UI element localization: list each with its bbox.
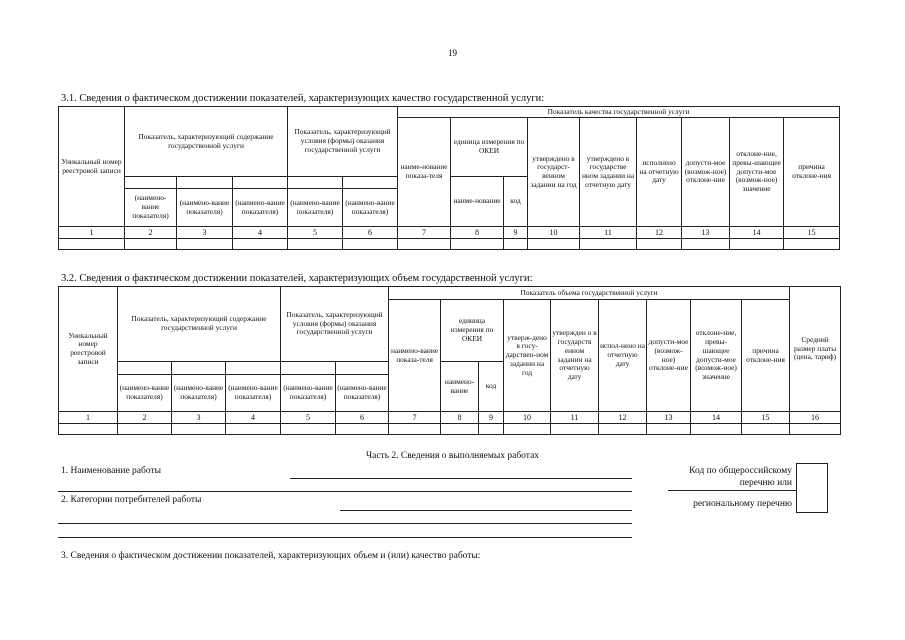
col-deviation-reason: причина отклоне-ния [742,300,790,412]
work-name-field[interactable] [290,478,632,479]
part-2-title: Часть 2. Сведения о выполняемых работах [365,451,540,461]
col-unit-code: код [479,362,504,412]
col-content-group: Показатель, характеризующий содержание государственной услуги [125,107,288,177]
col-approved-year: утверждено в государст-венном задании на год [528,118,580,227]
sub-indicator-name: (наимено-вание показателя) [281,375,336,412]
sub-indicator-name: (наимено-вание показателя) [343,189,398,227]
col-indicator-name: наиме-нование показа-теля [398,118,451,227]
code-label-line-3: региональному перечню [693,499,792,509]
volume-indicators-table [58,286,841,435]
sub-indicator-name: (наимено-вание показателя) [336,375,389,412]
col-exceeding-deviation: отклоне-ние, превы-шающее допусти-мое (возмож-ное) значение [691,300,742,412]
column-numbers-row: 1 2 3 4 5 6 7 8 9 10 11 12 13 14 15 16 [59,412,841,424]
column-numbers-row: 1 2 3 4 5 6 7 8 9 10 11 12 13 14 15 [59,227,840,239]
quality-indicators-table [58,106,840,250]
consumers-field-line-2[interactable] [58,523,632,524]
col-unit-name: наимено-вание [441,362,479,412]
col-indicator-name: наимено-вание показа-теля [389,300,441,412]
section-3-1-title: 3.1. Сведения о фактическом достижении показателей, характеризующих качество государственной услуги: [61,93,545,104]
col-conditions-group: Показатель, характеризующий условия (формы) оказания государственной услуги [288,107,398,177]
table-row [59,239,840,250]
col-approved-year: утверж-дено в госу-дарствен-ном задании на год [504,300,551,412]
col-exceeding-deviation: отклоне-ние, превы-шающее допусти-мое (возмож-ное) значение [730,118,784,227]
sub-indicator-name: (наимено-вание показателя) [233,189,288,227]
sub-indicator-name: (наимено-вание показателя) [118,375,172,412]
registry-code-box[interactable] [796,463,828,513]
col-deviation-reason: причина отклоне-ния [784,118,840,227]
col-unique-number: Уникальный номер реестровой записи [59,107,125,227]
col-unit-name: наиме-нование [451,177,504,227]
code-label-underline [668,490,796,491]
sub-indicator-name: (наимено-вание показателя) [226,375,281,412]
col-quality-group: Показатель качества государственной услуги [398,107,840,118]
code-label-line-1: Код по общероссийскому [689,466,792,476]
table-row [59,424,841,435]
col-approved-date: утвержден о в государств енном задании на отчетную дату [551,300,599,412]
col-unit-code: код [504,177,528,227]
page-number: 19 [448,48,457,58]
consumers-label: 2. Категории потребителей работы [61,495,202,505]
work-name-label: 1. Наименование работы [61,466,162,476]
sub-indicator-name: (наимено-вание показателя) [177,189,233,227]
col-unique-number: Уникальный номер реестровой записи [59,287,118,412]
col-average-fee: Средний размер платы (цена, тариф) [790,287,841,412]
col-unit-group: единица измерения по ОКЕИ [441,300,504,362]
col-unit-group: единица измерения по ОКЕИ [451,118,528,177]
consumers-field-line-3[interactable] [58,537,632,538]
col-approved-date: утверждено в государстве нном задании на отчетную дату [580,118,637,227]
col-allowed-deviation: допусти-мое (возмож-ное) отклоне-ние [682,118,730,227]
col-volume-group: Показатель объема государственной услуги [389,287,790,300]
work-name-field-line-2[interactable] [58,491,632,492]
col-executed: испол-нено на отчетную дату [599,300,647,412]
consumers-field[interactable] [340,510,632,511]
col-content-group: Показатель, характеризующий содержание государственной услуги [118,287,281,362]
sub-indicator-name: (наимено-вание показателя) [172,375,226,412]
section-3-2-title: 3.2. Сведения о фактическом достижении показателей, характеризующих объем государственной услуги: [61,273,533,284]
sub-indicator-name: (наимено-вание показателя) [288,189,343,227]
code-label-line-2: перечню или [739,478,792,488]
col-executed: исполнено на отчетную дату [637,118,682,227]
sub-indicator-name: (наимено-вание показателя) [125,189,177,227]
col-allowed-deviation: допусти-мое (возмож-ное) отклоне-ние [647,300,691,412]
col-conditions-group: Показатель, характеризующий условия (формы) оказания государственной услуги [281,287,389,362]
section-3-work-title: 3. Сведения о фактическом достижении показателей, характеризующих объем и (или) качество работы: [61,551,481,561]
